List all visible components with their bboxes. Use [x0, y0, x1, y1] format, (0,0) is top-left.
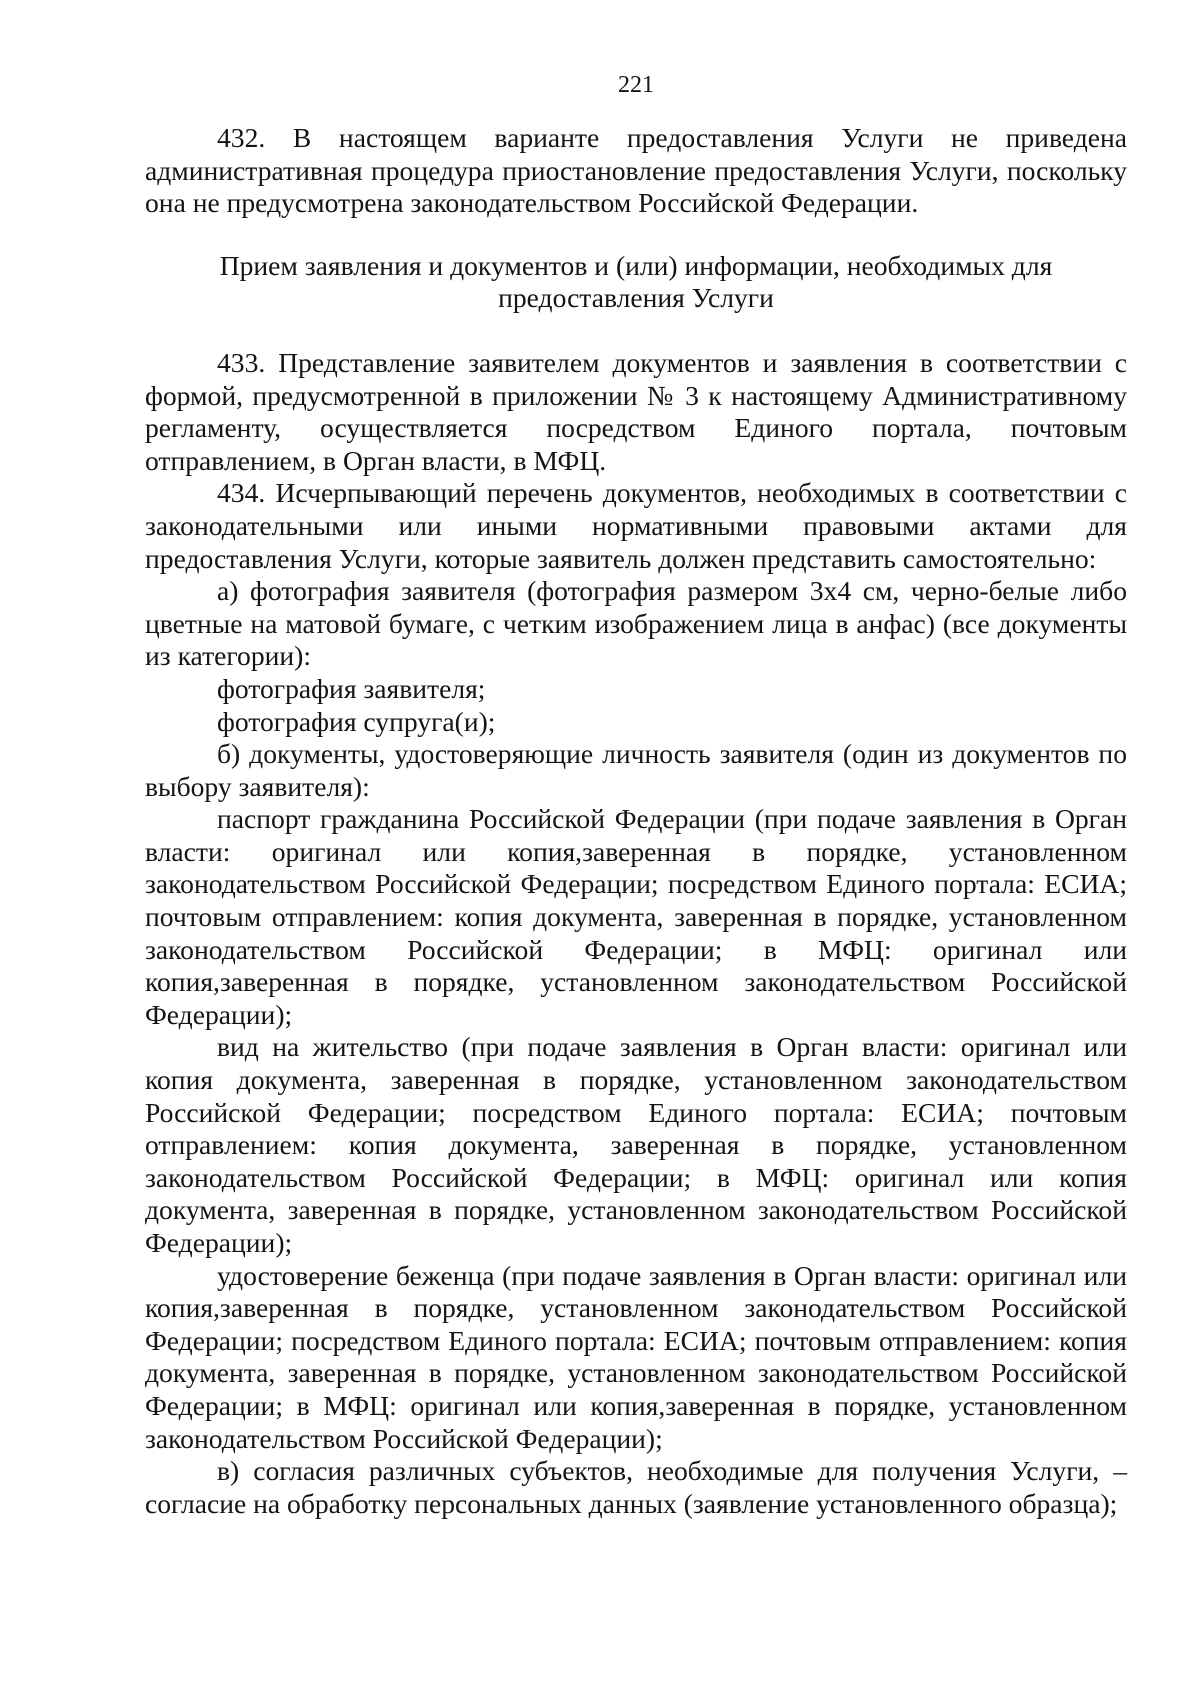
list-item-b: б) документы, удостоверяющие личность заявителя (один из документов по выбору заявителя): [145, 738, 1127, 802]
list-subitem-residence-permit: вид на жительство (при подаче заявления в Орган власти: оригинал или копия документа, заверенная в порядке, установленном законодательством Российской Федерации; посредством Единого портала: ЕСИА; почтовым отправлением: копия документа, заверенная в порядке, установленном законодательством Российской Федерации; в МФЦ: оригинал или копия документа, заверенная в порядке, установленном законодательством Российской Федерации); [145, 1031, 1127, 1258]
document-page [145, 70, 1127, 1520]
paragraph-433: 433. Представление заявителем документов и заявления в соответствии с формой, предусмотренной в приложении № 3 к настоящему Административному регламенту, осуществляется посредством Единого портала, почтовым отправлением, в Орган власти, в МФЦ. [145, 346, 1127, 476]
page-number: 221 [618, 72, 654, 98]
list-item-a: а) фотография заявителя (фотография размером 3х4 см, черно-белые либо цветные на матовой бумаге, с четким изображением лица в анфас) (все документы из категории): [145, 575, 1127, 672]
list-subitem-spouse-photo: фотография супруга(и); [217, 705, 496, 737]
list-item-v: в) согласия различных субъектов, необходимые для получения Услуги, – согласие на обработку персональных данных (заявление установленного образца); [145, 1455, 1127, 1519]
list-subitem-applicant-photo: фотография заявителя; [217, 672, 486, 704]
section-heading-line-1: Прием заявления и документов и (или) информации, необходимых для [219, 249, 1053, 281]
paragraph-432: 432. В настоящем варианте предоставления Услуги не приведена административная процедура приостановление предоставления Услуги, поскольку она не предусмотрена законодательством Российской Федерации. [145, 122, 1127, 219]
section-heading [145, 250, 1127, 315]
paragraph-434: 434. Исчерпывающий перечень документов, необходимых в соответствии с законодательными или иными нормативными правовыми актами для предоставления Услуги, которые заявитель должен представить самостоятельно: [145, 477, 1127, 574]
list-subitem-passport: паспорт гражданина Российской Федерации (при подаче заявления в Орган власти: оригинал или копия,заверенная в порядке, установленном законодательством Российской Федерации; посредством Единого портала: ЕСИА; почтовым отправлением: копия документа, заверенная в порядке, установленном законодательством Российской Федерации; в МФЦ: оригинал или копия,заверенная в порядке, установленном законодательством Российской Федерации); [145, 803, 1127, 1030]
section-heading-line-2: предоставления Услуги [498, 282, 774, 314]
list-subitem-refugee-certificate: удостоверение беженца (при подаче заявления в Орган власти: оригинал или копия,заверенная в порядке, установленном законодательством Российской Федерации; посредством Единого портала: ЕСИА; почтовым отправлением: копия документа, заверенная в порядке, установленном законодательством Российской Федерации; в МФЦ: оригинал или копия,заверенная в порядке, установленном законодательством Российской Федерации); [145, 1259, 1127, 1454]
